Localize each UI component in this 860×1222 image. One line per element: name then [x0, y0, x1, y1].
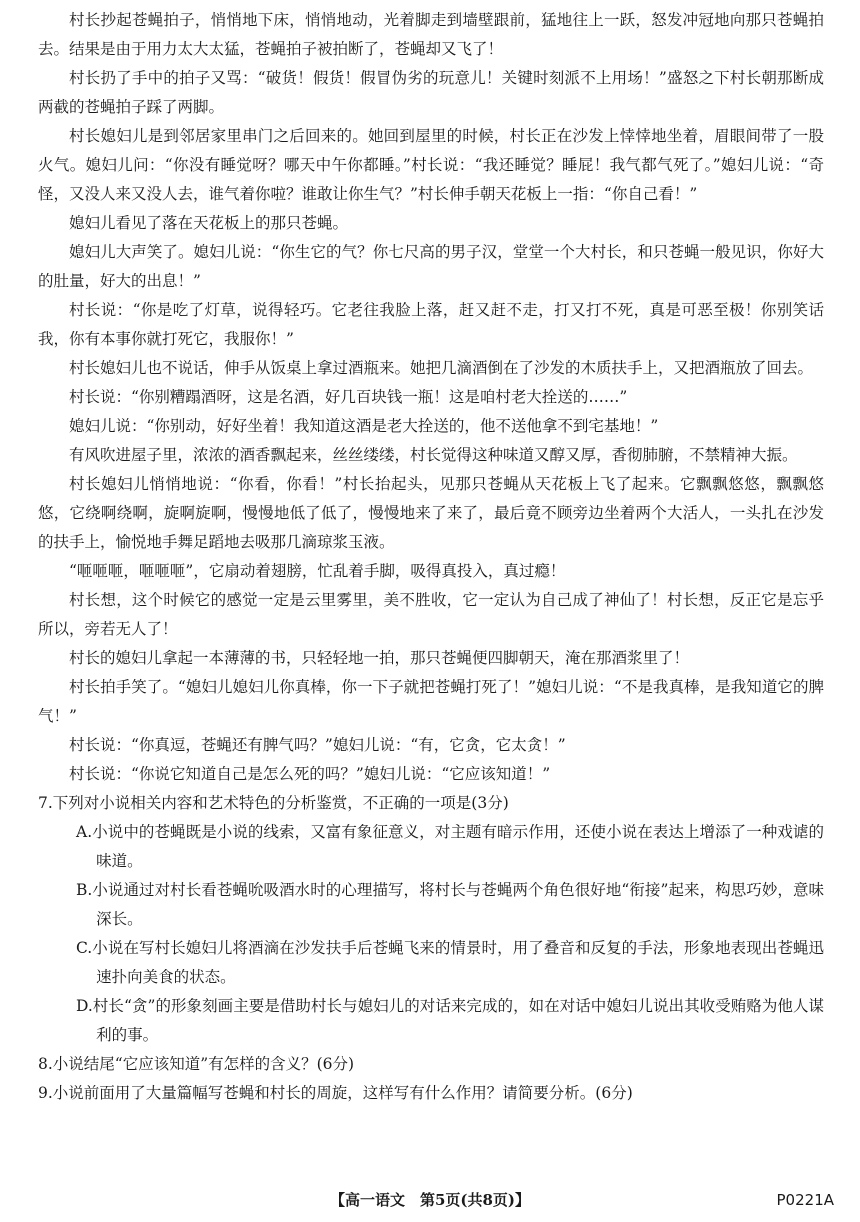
- passage-paragraph: 村长的媳妇儿拿起一本薄薄的书，只轻轻地一拍，那只苍蝇便四脚朝天，淹在那酒浆里了！: [69, 649, 690, 667]
- question-7-option-d: D.村长“贪”的形象刻画主要是借助村长与媳妇儿的对话来完成的，如在对话中媳妇儿说出其收受贿赂为他人谋利的事。: [76, 997, 824, 1044]
- passage-paragraph: 村长想，这个时候它的感觉一定是云里雾里，美不胜收，它一定认为自己成了神仙了！村长想，反正它是忘乎所以，旁若无人了！: [38, 591, 824, 638]
- passage-paragraph: 村长媳妇儿是到邻居家里串门之后回来的。她回到屋里的时候，村长正在沙发上悻悻地坐着，眉眼间带了一股火气。媳妇儿问：“你没有睡觉呀？哪天中午你都睡。”村长说：“我还睡觉？睡屁！我气都气死了。”媳妇儿说：“奇怪，又没人来又没人去，谁气着你啦？谁敢让你生气？”村长伸手朝天花板上一指：“你自己看！”: [38, 127, 824, 203]
- passage-paragraph: 媳妇儿看见了落在天花板上的那只苍蝇。: [69, 214, 349, 232]
- passage-paragraph: 村长媳妇儿也不说话，伸手从饭桌上拿过酒瓶来。她把几滴酒倒在了沙发的木质扶手上，又把酒瓶放了回去。: [69, 359, 814, 377]
- passage-paragraph: 村长扔了手中的拍子又骂：“破货！假货！假冒伪劣的玩意儿！关键时刻派不上用场！”盛怒之下村长朝那断成两截的苍蝇拍子踩了两脚。: [38, 69, 824, 116]
- page-body: [38, 6, 824, 1108]
- passage-paragraph: “咂咂咂，咂咂咂”，它扇动着翅膀，忙乱着手脚，吸得真投入，真过瘾！: [69, 562, 566, 580]
- passage-paragraph: 村长说：“你是吃了灯草，说得轻巧。它老往我脸上落，赶又赶不走，打又打不死，真是可恶至极！你别笑话我，你有本事你就打死它，我服你！”: [38, 301, 824, 348]
- passage-paragraph: 村长说：“你说它知道自己是怎么死的吗？”媳妇儿说：“它应该知道！”: [69, 765, 551, 783]
- passage-paragraph: 媳妇儿说：“你别动，好好坐着！我知道这酒是老大拴送的，他不送他拿不到宅基地！”: [69, 417, 659, 435]
- page-footer: [0, 1188, 860, 1212]
- question-8: 8.小说结尾“它应该知道”有怎样的含义？(6分): [38, 1055, 355, 1073]
- exam-code: P0221A: [776, 1191, 834, 1209]
- question-7-option-a: A.小说中的苍蝇既是小说的线索，又富有象征意义，对主题有暗示作用，还使小说在表达上增添了一种戏谑的味道。: [76, 823, 824, 870]
- passage-paragraph: 媳妇儿大声笑了。媳妇儿说：“你生它的气？你七尺高的男子汉，堂堂一个大村长，和只苍蝇一般见识，你好大的肚量，好大的出息！”: [38, 243, 824, 290]
- passage-paragraph: 村长抄起苍蝇拍子，悄悄地下床，悄悄地动，光着脚走到墙壁跟前，猛地往上一跃，怒发冲冠地向那只苍蝇拍去。结果是由于用力太大太猛，苍蝇拍子被拍断了，苍蝇却又飞了！: [38, 11, 824, 58]
- question-7-option-b: B.小说通过对村长看苍蝇吮吸酒水时的心理描写，将村长与苍蝇两个角色很好地“衔接”起来，构思巧妙，意味深长。: [76, 881, 824, 928]
- question-9: 9.小说前面用了大量篇幅写苍蝇和村长的周旋，这样写有什么作用？请简要分析。(6分): [38, 1084, 633, 1102]
- passage-paragraph: 村长说：“你真逗，苍蝇还有脾气吗？”媳妇儿说：“有，它贪，它太贪！”: [69, 736, 566, 754]
- page-number-label: 【高一语文 第5页(共8页)】: [329, 1191, 531, 1209]
- question-7-stem: 7.下列对小说相关内容和艺术特色的分析鉴赏，不正确的一项是(3分): [38, 794, 509, 812]
- passage-paragraph: 村长媳妇儿悄悄地说：“你看，你看！”村长抬起头，见那只苍蝇从天花板上飞了起来。它飘飘悠悠，飘飘悠悠，它绕啊绕啊，旋啊旋啊，慢慢地低了低了，慢慢地来了来了，最后竟不顾旁边坐着两个大活人，一头扎在沙发的扶手上，愉悦地手舞足蹈地去吸那几滴琼浆玉液。: [38, 475, 824, 551]
- passage-paragraph: 村长说：“你别糟蹋酒呀，这是名酒，好几百块钱一瓶！这是咱村老大拴送的……”: [69, 388, 628, 406]
- passage-paragraph: 有风吹进屋子里，浓浓的酒香飘起来，丝丝缕缕，村长觉得这种味道又醇又厚，香彻肺腑，不禁精神大振。: [69, 446, 798, 464]
- passage-paragraph: 村长拍手笑了。“媳妇儿媳妇儿你真棒，你一下子就把苍蝇打死了！”媳妇儿说：“不是我真棒，是我知道它的脾气！”: [38, 678, 824, 725]
- question-7-option-c: C.小说在写村长媳妇儿将酒滴在沙发扶手后苍蝇飞来的情景时，用了叠音和反复的手法，形象地表现出苍蝇迅速扑向美食的状态。: [76, 939, 824, 986]
